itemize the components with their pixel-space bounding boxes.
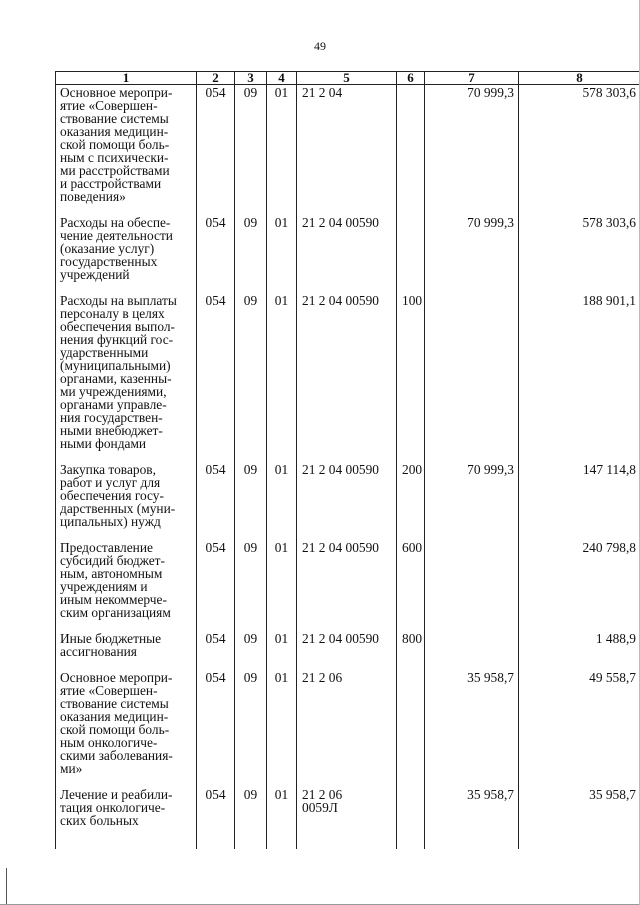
spacer-cell [235, 775, 267, 787]
spacer-cell [267, 203, 297, 215]
spacer-cell [267, 827, 297, 849]
row-expense-type: 200 [397, 462, 425, 528]
row-target-code: 21 2 04 00590 [297, 293, 397, 450]
spacer-cell [267, 658, 297, 670]
spacer-cell [197, 203, 235, 215]
row-amount-col7: 70 999,3 [425, 462, 519, 528]
spacer-cell [425, 827, 519, 849]
row-target-code: 21 2 04 00590 [297, 540, 397, 619]
header-col-8: 8 [519, 72, 640, 85]
row-subsection-code: 01 [267, 540, 297, 619]
spacer-cell [297, 658, 397, 670]
row-spacer [56, 281, 640, 293]
spacer-cell [297, 619, 397, 631]
spacer-cell [56, 619, 197, 631]
row-name: Лечение и реабили- тация онкологиче- ских больных [56, 787, 197, 827]
row-name: Расходы на обеспе- чение деятельности (оказание услуг) государственных учреждений [56, 215, 197, 281]
spacer-cell [235, 450, 267, 462]
row-expense-type: 100 [397, 293, 425, 450]
spacer-cell [297, 775, 397, 787]
row-subsection-code: 01 [267, 787, 297, 827]
table-row [56, 85, 640, 204]
row-expense-type [397, 85, 425, 204]
row-subsection-code: 01 [267, 293, 297, 450]
row-spacer [56, 619, 640, 631]
spacer-cell [267, 775, 297, 787]
page-number: 49 [314, 39, 326, 53]
spacer-cell [397, 619, 425, 631]
row-name: Предоставление субсидий бюджет- ным, автономным учреждениям и иным некоммерче- ским организациям [56, 540, 197, 619]
header-col-2: 2 [197, 72, 235, 85]
row-name: Закупка товаров, работ и услуг для обеспечения госу- дарственных (муни- ципальных) нужд [56, 462, 197, 528]
row-target-code: 21 2 06 [297, 670, 397, 775]
spacer-cell [425, 281, 519, 293]
row-amount-col8: 240 798,8 [519, 540, 640, 619]
row-target-code: 21 2 04 00590 [297, 215, 397, 281]
row-ministry-code: 054 [197, 631, 235, 658]
row-spacer [56, 658, 640, 670]
spacer-cell [197, 827, 235, 849]
row-amount-col7 [425, 631, 519, 658]
row-name: Расходы на выплаты персоналу в целях обеспечения выпол- нения функций гос- ударственными (муниципальными) органами, казенны- ми учреждениями, органами управле- ния государствен- ными внебюджет- ными фондами [56, 293, 197, 450]
spacer-cell [519, 775, 640, 787]
header-col-6: 6 [397, 72, 425, 85]
row-amount-col8: 188 901,1 [519, 293, 640, 450]
row-spacer [56, 827, 640, 849]
header-col-3: 3 [235, 72, 267, 85]
spacer-cell [197, 775, 235, 787]
row-section-code: 09 [235, 462, 267, 528]
row-name: Иные бюджетные ассигнования [56, 631, 197, 658]
row-amount-col7 [425, 293, 519, 450]
spacer-cell [397, 658, 425, 670]
row-target-code: 21 2 04 00590 [297, 631, 397, 658]
spacer-cell [519, 450, 640, 462]
row-amount-col7: 70 999,3 [425, 85, 519, 204]
row-expense-type [397, 670, 425, 775]
spacer-cell [267, 528, 297, 540]
spacer-cell [267, 619, 297, 631]
spacer-cell [519, 619, 640, 631]
spacer-cell [519, 827, 640, 849]
row-ministry-code: 054 [197, 670, 235, 775]
spacer-cell [56, 827, 197, 849]
spacer-cell [56, 658, 197, 670]
row-ministry-code: 054 [197, 215, 235, 281]
row-ministry-code: 054 [197, 540, 235, 619]
spacer-cell [297, 827, 397, 849]
row-section-code: 09 [235, 670, 267, 775]
spacer-cell [397, 528, 425, 540]
spacer-cell [397, 203, 425, 215]
row-name: Основное меропри- ятие «Совершен- ствование системы оказания медицин- ской помощи боль- ным с психически- ми расстройствами и расстройствами поведения» [56, 85, 197, 204]
spacer-cell [519, 281, 640, 293]
row-section-code: 09 [235, 631, 267, 658]
row-amount-col7: 70 999,3 [425, 215, 519, 281]
spacer-cell [235, 619, 267, 631]
row-section-code: 09 [235, 293, 267, 450]
row-spacer [56, 450, 640, 462]
spacer-cell [397, 827, 425, 849]
row-subsection-code: 01 [267, 215, 297, 281]
row-target-code: 21 2 04 [297, 85, 397, 204]
spacer-cell [56, 450, 197, 462]
row-target-code: 21 2 06 0059Л [297, 787, 397, 827]
header-col-7: 7 [425, 72, 519, 85]
spacer-cell [235, 203, 267, 215]
spacer-cell [235, 827, 267, 849]
row-ministry-code: 054 [197, 787, 235, 827]
row-section-code: 09 [235, 85, 267, 204]
row-ministry-code: 054 [197, 462, 235, 528]
spacer-cell [267, 281, 297, 293]
table-row [56, 787, 640, 827]
header-col-1: 1 [56, 72, 197, 85]
spacer-cell [56, 528, 197, 540]
row-expense-type: 600 [397, 540, 425, 619]
row-expense-type: 800 [397, 631, 425, 658]
spacer-cell [56, 775, 197, 787]
row-amount-col8: 1 488,9 [519, 631, 640, 658]
spacer-cell [425, 528, 519, 540]
row-spacer [56, 775, 640, 787]
spacer-cell [56, 281, 197, 293]
spacer-cell [297, 281, 397, 293]
spacer-cell [56, 203, 197, 215]
row-ministry-code: 054 [197, 293, 235, 450]
row-expense-type [397, 787, 425, 827]
row-ministry-code: 054 [197, 85, 235, 204]
row-section-code: 09 [235, 787, 267, 827]
row-amount-col8: 578 303,6 [519, 215, 640, 281]
row-amount-col8: 147 114,8 [519, 462, 640, 528]
table-row [56, 670, 640, 775]
spacer-cell [297, 450, 397, 462]
row-amount-col8: 35 958,7 [519, 787, 640, 827]
spacer-cell [519, 528, 640, 540]
table-row [56, 293, 640, 450]
header-col-4: 4 [267, 72, 297, 85]
row-subsection-code: 01 [267, 670, 297, 775]
table-row [56, 631, 640, 658]
spacer-cell [197, 450, 235, 462]
row-name: Основное меропри- ятие «Совершен- ствование системы оказания медицин- ской помощи боль- ным онкологиче- скими заболевания- ми» [56, 670, 197, 775]
spacer-cell [235, 281, 267, 293]
spacer-cell [397, 450, 425, 462]
header-col-5: 5 [297, 72, 397, 85]
spacer-cell [425, 658, 519, 670]
row-expense-type [397, 215, 425, 281]
row-subsection-code: 01 [267, 462, 297, 528]
table-header-row [56, 72, 640, 85]
spacer-cell [425, 450, 519, 462]
row-subsection-code: 01 [267, 85, 297, 204]
spacer-cell [297, 203, 397, 215]
spacer-cell [297, 528, 397, 540]
scan-edge-mark [6, 868, 7, 904]
spacer-cell [425, 203, 519, 215]
budget-table [55, 71, 640, 849]
row-spacer [56, 203, 640, 215]
row-amount-col8: 49 558,7 [519, 670, 640, 775]
row-target-code: 21 2 04 00590 [297, 462, 397, 528]
table-row [56, 540, 640, 619]
spacer-cell [197, 619, 235, 631]
row-amount-col7: 35 958,7 [425, 787, 519, 827]
spacer-cell [425, 775, 519, 787]
spacer-cell [267, 450, 297, 462]
table-row [56, 462, 640, 528]
row-subsection-code: 01 [267, 631, 297, 658]
spacer-cell [197, 528, 235, 540]
spacer-cell [397, 775, 425, 787]
row-section-code: 09 [235, 215, 267, 281]
row-amount-col8: 578 303,6 [519, 85, 640, 204]
spacer-cell [425, 619, 519, 631]
row-amount-col7: 35 958,7 [425, 670, 519, 775]
row-section-code: 09 [235, 540, 267, 619]
spacer-cell [235, 658, 267, 670]
spacer-cell [519, 658, 640, 670]
row-spacer [56, 528, 640, 540]
spacer-cell [235, 528, 267, 540]
spacer-cell [519, 203, 640, 215]
table-row [56, 215, 640, 281]
spacer-cell [397, 281, 425, 293]
spacer-cell [197, 658, 235, 670]
row-amount-col7 [425, 540, 519, 619]
spacer-cell [197, 281, 235, 293]
